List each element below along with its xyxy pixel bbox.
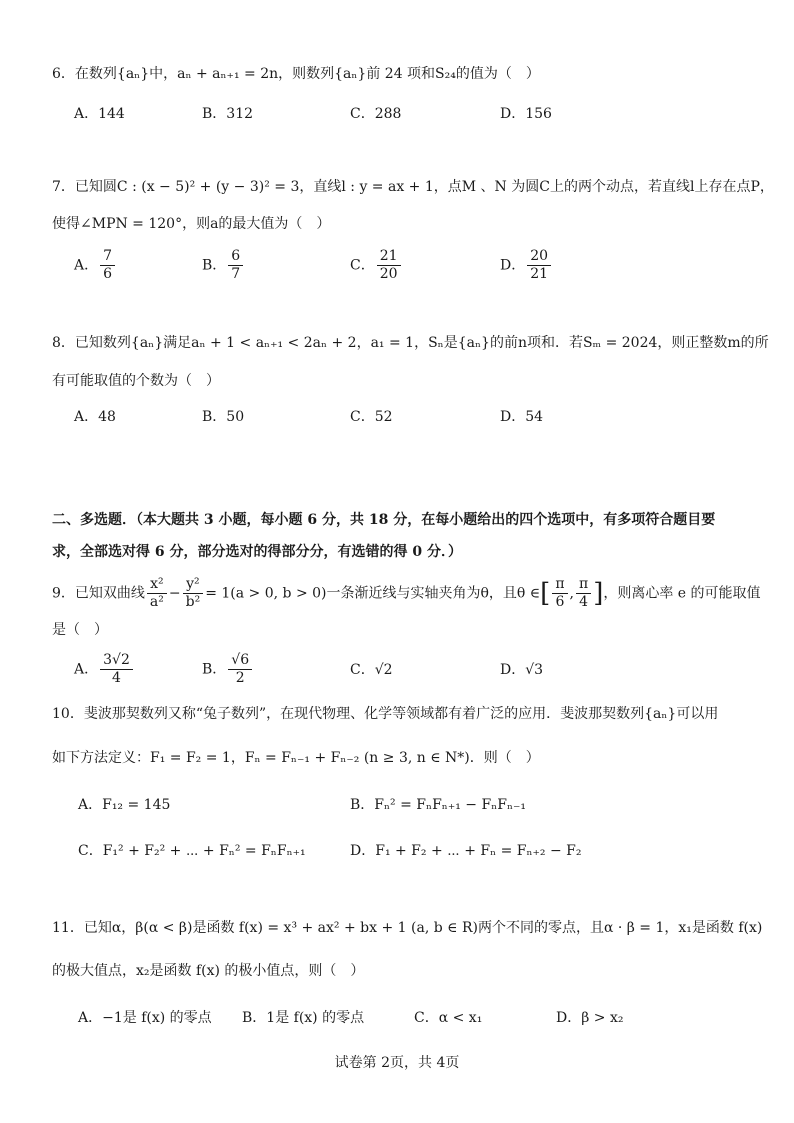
q10-option-a: A．F₁₂ = 145 xyxy=(78,797,171,813)
q9-option-a: A． $\frac{3√2}{4}$ xyxy=(74,652,135,687)
fraction: $\frac{\pi}{6}$ xyxy=(552,576,567,611)
q9-stem-line2: 是（ ） xyxy=(52,622,108,638)
q8-stem-line1: 8．已知数列{aₙ}满足aₙ + 1 < aₙ₊₁ < 2aₙ + 2，a₁ = 1，Sₙ是{aₙ}的前n项和．若Sₘ = 2024，则正整数m的所 xyxy=(52,335,769,351)
q6-stem: 6．在数列{aₙ}中，aₙ + aₙ₊₁ = 2n，则数列{aₙ}前 24 项和S₂₄的值为（ ） xyxy=(52,66,540,82)
section2-heading-line1: 二、多选题．（本大题共 3 小题，每小题 6 分，共 18 分，在每小题给出的四个选项中，有多项符合题目要 xyxy=(52,512,716,528)
q11-option-c: C．α < x₁ xyxy=(414,1010,483,1026)
q9-option-b: B． $\frac{√6}{2}$ xyxy=(202,652,254,687)
q7-stem-line2: 使得∠MPN = 120°，则a的最大值为（ ） xyxy=(52,216,331,232)
fraction: $\frac{\text{y²}}{\text{b²}}$ xyxy=(183,576,204,611)
q9-option-d: D．√3 xyxy=(500,662,544,678)
fraction: $\frac{6}{7}$ xyxy=(228,248,243,283)
section2-heading-line2: 求，全部选对得 6 分，部分选对的得部分分，有选错的得 0 分．） xyxy=(52,544,462,560)
fraction: $\frac{3√2}{4}$ xyxy=(100,652,133,687)
q6-option-c: C．288 xyxy=(350,106,402,122)
q7-stem-line1: 7．已知圆C : (x − 5)² + (y − 3)² = 3，直线l : y = ax + 1，点M 、N 为圆C上的两个动点，若直线l上存在点P， xyxy=(52,179,774,195)
q10-option-c: C．F₁² + F₂² + ⋯ + Fₙ² = FₙFₙ₊₁ xyxy=(78,843,306,859)
q6-option-a: A．144 xyxy=(74,106,125,122)
page-footer: 试卷第 2页，共 4页 xyxy=(334,1055,460,1071)
q8-option-c: C．52 xyxy=(350,409,393,425)
fraction: $\frac{\text{x²}}{\text{a²}}$ xyxy=(147,576,167,611)
fraction: $\frac{21}{20}$ xyxy=(377,248,401,283)
fraction: $\frac{\pi}{4}$ xyxy=(576,576,591,611)
fraction: $\frac{7}{6}$ xyxy=(100,248,115,283)
q6-option-d: D．156 xyxy=(500,106,552,122)
q10-stem-line1: 10．斐波那契数列又称“兔子数列”，在现代物理、化学等领域都有着广泛的应用．斐波那契数列{aₙ}可以用 xyxy=(52,706,719,722)
q8-option-b: B．50 xyxy=(202,409,245,425)
q7-option-b: B． $\frac{6}{7}$ xyxy=(202,248,245,283)
q9-stem-line1: 9．已知双曲线 $\frac{\text{x²}}{\text{a²}}$ − $\frac{\text{y²}}{\text{b²}}$ = 1(a > 0, b > 0)一条渐近线与实轴夹角为θ，且θ ∈[ $\frac{\pi}{6}$ , $\frac{\pi}{4}$ ]，则离心率 e 的可能取值 xyxy=(52,576,761,610)
fraction: $\frac{√6}{2}$ xyxy=(228,652,252,687)
q10-option-b: B．Fₙ² = FₙFₙ₊₁ − FₙFₙ₋₁ xyxy=(350,797,527,813)
q11-option-b: B．1是 f(x) 的零点 xyxy=(242,1010,365,1026)
q7-option-d: D． $\frac{20}{21}$ xyxy=(500,248,553,283)
q8-option-a: A．48 xyxy=(74,409,116,425)
q11-option-a: A．−1是 f(x) 的零点 xyxy=(78,1010,212,1026)
q10-option-d: D．F₁ + F₂ + ⋯ + Fₙ = Fₙ₊₂ − F₂ xyxy=(350,843,582,859)
q6-option-b: B．312 xyxy=(202,106,254,122)
q7-option-c: C． $\frac{21}{20}$ xyxy=(350,248,403,283)
q7-option-a: A． $\frac{7}{6}$ xyxy=(74,248,117,283)
fraction: $\frac{20}{21}$ xyxy=(527,248,551,283)
q9-option-c: C．√2 xyxy=(350,662,393,678)
q8-stem-line2: 有可能取值的个数为（ ） xyxy=(52,373,220,389)
q8-option-d: D．54 xyxy=(500,409,544,425)
q10-stem-line2: 如下方法定义：F₁ = F₂ = 1，Fₙ = Fₙ₋₁ + Fₙ₋₂ (n ≥ 3, n ∈ N*)．则（ ） xyxy=(52,750,540,766)
q11-option-d: D．β > x₂ xyxy=(556,1010,624,1026)
q11-stem-line2: 的极大值点，x₂是函数 f(x) 的极小值点，则（ ） xyxy=(52,963,365,979)
q11-stem-line1: 11．已知α，β(α < β)是函数 f(x) = x³ + ax² + bx + 1 (a, b ∈ R)两个不同的零点，且α · β = 1，x₁是函数 f(x) xyxy=(52,920,763,936)
